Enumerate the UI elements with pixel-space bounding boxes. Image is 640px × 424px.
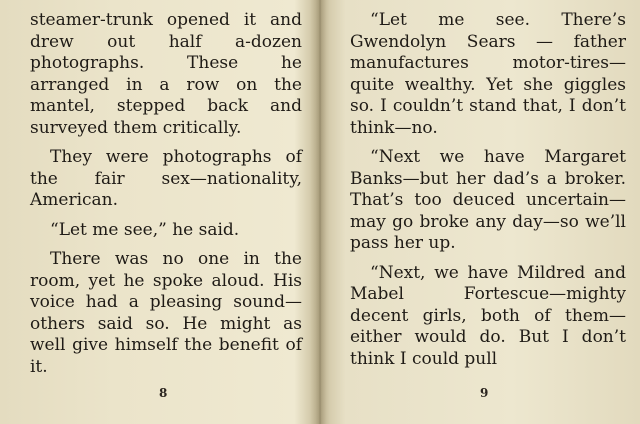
right-paragraph-1-text: “Let me see. There’s Gwendolyn Sears — father manufactures motor-tires—quite wealthy. Yet she giggles so. I couldn’t stand that, I don’t think—no. [350, 10, 626, 138]
left-paragraph-4 [30, 249, 302, 378]
left-paragraph-1: steamer-trunk opened it and drew out half a-dozen photographs. These he arranged in a row on the mantel, stepped back and surveyed them critically. [30, 10, 302, 138]
right-paragraph-1 [350, 10, 626, 139]
right-paragraph-3 [350, 263, 626, 371]
right-paragraph-2-text: “Next we have Margaret Banks—but her dad’s a broker. That’s too deuced uncertain—may go broke any day—so we’ll pass her up. [350, 147, 626, 253]
right-page-number: 9 [480, 386, 489, 400]
left-paragraph-3-text: “Let me see,” he said. [50, 219, 240, 240]
left-paragraph-2-text: They were photographs of the fair sex—nationality, American. [30, 147, 302, 210]
left-paragraph-3 [30, 220, 302, 242]
right-paragraph-2 [350, 147, 626, 255]
left-paragraph-2 [30, 147, 302, 212]
left-paragraph-4-text: There was no one in the room, yet he spoke aloud. His voice had a pleasing sound—others said so. He might as well give himself the benefit of it. [30, 249, 302, 377]
right-paragraph-3-text: “Next, we have Mildred and Mabel Fortescue—mighty decent girls, both of them—either would do. But I don’t think I could pull [350, 262, 626, 369]
left-page [0, 0, 310, 424]
right-page [330, 0, 640, 424]
left-page-number: 8 [159, 386, 168, 400]
book-gutter [310, 0, 330, 424]
